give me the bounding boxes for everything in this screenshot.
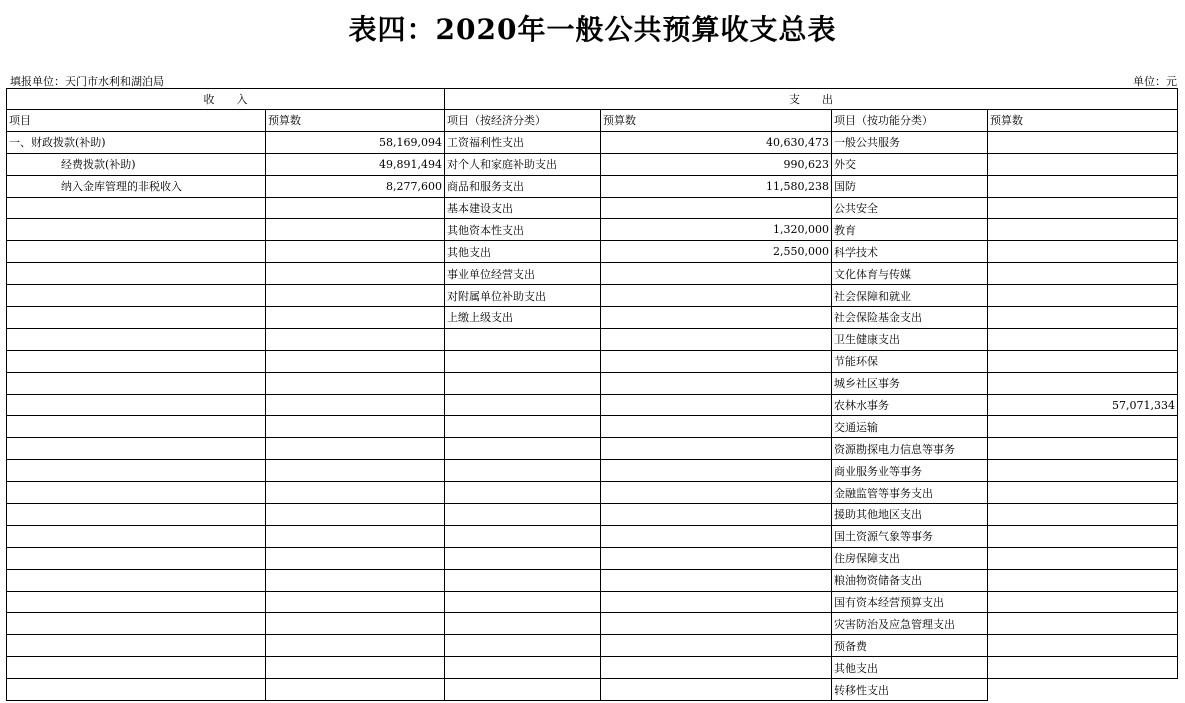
- income-budget-cell: [266, 591, 445, 613]
- econ-budget-cell: [601, 328, 832, 350]
- income-item-cell: [7, 525, 266, 547]
- func-item-cell: 社会保险基金支出: [832, 307, 988, 329]
- func-item-cell: 交通运输: [832, 416, 988, 438]
- table-row: [7, 591, 1178, 613]
- econ-budget-cell: 40,630,473: [601, 131, 832, 153]
- income-item-cell: [7, 416, 266, 438]
- table-row: [7, 657, 1178, 679]
- income-item-cell: 纳入金库管理的非税收入: [7, 175, 266, 197]
- econ-budget-cell: 1,320,000: [601, 219, 832, 241]
- econ-budget-cell: [601, 263, 832, 285]
- table-row: [7, 394, 1178, 416]
- income-budget-cell: [266, 328, 445, 350]
- func-budget-cell: [988, 175, 1178, 197]
- table-row: [7, 350, 1178, 372]
- econ-item-cell: [445, 679, 601, 701]
- func-budget-cell: [988, 482, 1178, 504]
- func-budget-cell: [988, 328, 1178, 350]
- econ-budget-cell: [601, 307, 832, 329]
- func-item-cell: 灾害防治及应急管理支出: [832, 613, 988, 635]
- income-budget-cell: [266, 657, 445, 679]
- func-budget-cell: [988, 416, 1178, 438]
- col-budget: 预算数: [266, 110, 445, 132]
- func-item-cell: 金融监管等事务支出: [832, 482, 988, 504]
- econ-budget-cell: [601, 504, 832, 526]
- income-item-cell: [7, 547, 266, 569]
- income-item-cell: [7, 350, 266, 372]
- func-item-cell: 教育: [832, 219, 988, 241]
- func-budget-cell: [988, 657, 1178, 679]
- econ-item-cell: [445, 613, 601, 635]
- table-row: [7, 416, 1178, 438]
- col-item: 项目: [7, 110, 266, 132]
- func-budget-cell: [988, 153, 1178, 175]
- econ-item-cell: 工资福利性支出: [445, 131, 601, 153]
- econ-budget-cell: [601, 394, 832, 416]
- income-budget-cell: [266, 569, 445, 591]
- income-item-cell: [7, 438, 266, 460]
- income-budget-cell: [266, 307, 445, 329]
- econ-item-cell: [445, 460, 601, 482]
- income-item-cell: [7, 460, 266, 482]
- econ-item-cell: 其他支出: [445, 241, 601, 263]
- table-row: [7, 635, 1178, 657]
- income-item-cell: [7, 504, 266, 526]
- income-item-cell: [7, 569, 266, 591]
- func-item-cell: 转移性支出: [832, 679, 988, 701]
- income-budget-cell: 49,891,494: [266, 153, 445, 175]
- func-budget-cell: [988, 635, 1178, 657]
- income-budget-cell: [266, 504, 445, 526]
- func-item-cell: 国有资本经营预算支出: [832, 591, 988, 613]
- func-item-cell: 粮油物资储备支出: [832, 569, 988, 591]
- func-budget-cell: [988, 438, 1178, 460]
- func-item-cell: 城乡社区事务: [832, 372, 988, 394]
- econ-item-cell: 事业单位经营支出: [445, 263, 601, 285]
- income-budget-cell: [266, 219, 445, 241]
- income-item-cell: [7, 657, 266, 679]
- econ-item-cell: 商品和服务支出: [445, 175, 601, 197]
- income-budget-cell: [266, 416, 445, 438]
- func-item-cell: 公共安全: [832, 197, 988, 219]
- table-row: [7, 307, 1178, 329]
- income-budget-cell: [266, 635, 445, 657]
- func-item-cell: 农林水事务: [832, 394, 988, 416]
- func-item-cell: 住房保障支出: [832, 547, 988, 569]
- econ-budget-cell: [601, 416, 832, 438]
- income-item-cell: [7, 613, 266, 635]
- income-budget-cell: [266, 679, 445, 701]
- table-row: [7, 175, 1178, 197]
- econ-item-cell: 对附属单位补助支出: [445, 285, 601, 307]
- econ-budget-cell: [601, 613, 832, 635]
- func-budget-cell: [988, 350, 1178, 372]
- table-row: [7, 460, 1178, 482]
- table-row: [7, 613, 1178, 635]
- budget-table: [6, 88, 1178, 701]
- table-row: [7, 285, 1178, 307]
- econ-budget-cell: [601, 679, 832, 701]
- income-budget-cell: [266, 350, 445, 372]
- func-budget-cell: [988, 263, 1178, 285]
- econ-item-cell: 基本建设支出: [445, 197, 601, 219]
- table-row: [7, 679, 1178, 701]
- income-item-cell: [7, 307, 266, 329]
- func-budget-cell: [988, 219, 1178, 241]
- func-budget-cell: [988, 504, 1178, 526]
- func-budget-cell: [988, 613, 1178, 635]
- func-budget-cell: [988, 197, 1178, 219]
- income-budget-cell: [266, 241, 445, 263]
- econ-budget-cell: [601, 372, 832, 394]
- income-item-cell: [7, 241, 266, 263]
- income-budget-cell: [266, 438, 445, 460]
- section-header-row: [7, 89, 1178, 110]
- func-budget-cell: [988, 547, 1178, 569]
- income-budget-cell: [266, 394, 445, 416]
- income-budget-cell: [266, 285, 445, 307]
- econ-item-cell: 其他资本性支出: [445, 219, 601, 241]
- econ-item-cell: [445, 525, 601, 547]
- income-item-cell: [7, 285, 266, 307]
- table-row: [7, 219, 1178, 241]
- col-func-item: 项目（按功能分类）: [832, 110, 988, 132]
- income-item-cell: [7, 635, 266, 657]
- income-item-cell: [7, 219, 266, 241]
- econ-budget-cell: 11,580,238: [601, 175, 832, 197]
- econ-budget-cell: [601, 547, 832, 569]
- col-econ-item: 项目（按经济分类）: [445, 110, 601, 132]
- func-item-cell: 一般公共服务: [832, 131, 988, 153]
- func-item-cell: 资源勘探电力信息等事务: [832, 438, 988, 460]
- table-row: [7, 372, 1178, 394]
- econ-budget-cell: [601, 438, 832, 460]
- func-budget-cell: [988, 131, 1178, 153]
- econ-item-cell: [445, 372, 601, 394]
- income-budget-cell: [266, 613, 445, 635]
- income-budget-cell: [266, 372, 445, 394]
- econ-budget-cell: [601, 482, 832, 504]
- econ-budget-cell: [601, 460, 832, 482]
- func-item-cell: 援助其他地区支出: [832, 504, 988, 526]
- econ-item-cell: [445, 635, 601, 657]
- income-item-cell: [7, 482, 266, 504]
- econ-budget-cell: [601, 350, 832, 372]
- econ-item-cell: [445, 547, 601, 569]
- fill-unit: 填报单位：天门市水利和湖泊局: [10, 75, 164, 88]
- func-item-cell: 国防: [832, 175, 988, 197]
- econ-budget-cell: [601, 197, 832, 219]
- income-item-cell: [7, 679, 266, 701]
- econ-item-cell: [445, 657, 601, 679]
- income-header: 收 入: [7, 89, 445, 110]
- income-item-cell: [7, 372, 266, 394]
- income-item-cell: [7, 591, 266, 613]
- income-budget-cell: [266, 263, 445, 285]
- func-item-cell: 卫生健康支出: [832, 328, 988, 350]
- econ-budget-cell: [601, 569, 832, 591]
- econ-item-cell: [445, 328, 601, 350]
- income-item-cell: 一、财政拨款(补助): [7, 131, 266, 153]
- func-item-cell: 文化体育与传媒: [832, 263, 988, 285]
- page-title: 表四：2020年一般公共预算收支总表: [348, 13, 837, 46]
- econ-budget-cell: [601, 525, 832, 547]
- econ-budget-cell: [601, 591, 832, 613]
- econ-item-cell: 对个人和家庭补助支出: [445, 153, 601, 175]
- econ-item-cell: [445, 504, 601, 526]
- func-item-cell: 节能环保: [832, 350, 988, 372]
- econ-item-cell: 上缴上级支出: [445, 307, 601, 329]
- income-item-cell: [7, 394, 266, 416]
- income-budget-cell: 8,277,600: [266, 175, 445, 197]
- func-budget-cell: [988, 241, 1178, 263]
- func-item-cell: 科学技术: [832, 241, 988, 263]
- func-item-cell: 预备费: [832, 635, 988, 657]
- func-budget-cell: [988, 525, 1178, 547]
- func-budget-cell: [988, 460, 1178, 482]
- table-row: [7, 328, 1178, 350]
- income-budget-cell: [266, 547, 445, 569]
- column-header-row: [7, 110, 1178, 132]
- func-item-cell: 其他支出: [832, 657, 988, 679]
- table-row: [7, 438, 1178, 460]
- col-func-budget: 预算数: [988, 110, 1178, 132]
- func-budget-cell: [988, 285, 1178, 307]
- income-budget-cell: [266, 197, 445, 219]
- func-item-cell: 社会保障和就业: [832, 285, 988, 307]
- table-row: [7, 569, 1178, 591]
- income-item-cell: 经费拨款(补助): [7, 153, 266, 175]
- econ-item-cell: [445, 591, 601, 613]
- income-item-cell: [7, 328, 266, 350]
- econ-budget-cell: 990,623: [601, 153, 832, 175]
- func-budget-cell: 57,071,334: [988, 394, 1178, 416]
- currency-unit: 单位：元: [1133, 75, 1177, 88]
- col-econ-budget: 预算数: [601, 110, 832, 132]
- econ-item-cell: [445, 438, 601, 460]
- econ-item-cell: [445, 482, 601, 504]
- func-budget-cell: [988, 372, 1178, 394]
- table-row: [7, 525, 1178, 547]
- income-item-cell: [7, 197, 266, 219]
- table-row: [7, 263, 1178, 285]
- func-budget-cell: [988, 679, 1178, 701]
- econ-item-cell: [445, 350, 601, 372]
- table-row: [7, 131, 1178, 153]
- table-row: [7, 547, 1178, 569]
- income-budget-cell: 58,169,094: [266, 131, 445, 153]
- table-row: [7, 482, 1178, 504]
- func-item-cell: 商业服务业等事务: [832, 460, 988, 482]
- func-budget-cell: [988, 591, 1178, 613]
- econ-item-cell: [445, 569, 601, 591]
- table-row: [7, 153, 1178, 175]
- expense-header: 支 出: [445, 89, 1178, 110]
- econ-item-cell: [445, 394, 601, 416]
- func-budget-cell: [988, 307, 1178, 329]
- func-budget-cell: [988, 569, 1178, 591]
- econ-budget-cell: [601, 635, 832, 657]
- econ-item-cell: [445, 416, 601, 438]
- income-budget-cell: [266, 482, 445, 504]
- econ-budget-cell: [601, 285, 832, 307]
- table-row: [7, 197, 1178, 219]
- econ-budget-cell: [601, 657, 832, 679]
- func-item-cell: 国土资源气象等事务: [832, 525, 988, 547]
- income-budget-cell: [266, 460, 445, 482]
- func-item-cell: 外交: [832, 153, 988, 175]
- income-budget-cell: [266, 525, 445, 547]
- table-row: [7, 504, 1178, 526]
- income-item-cell: [7, 263, 266, 285]
- table-row: [7, 241, 1178, 263]
- econ-budget-cell: 2,550,000: [601, 241, 832, 263]
